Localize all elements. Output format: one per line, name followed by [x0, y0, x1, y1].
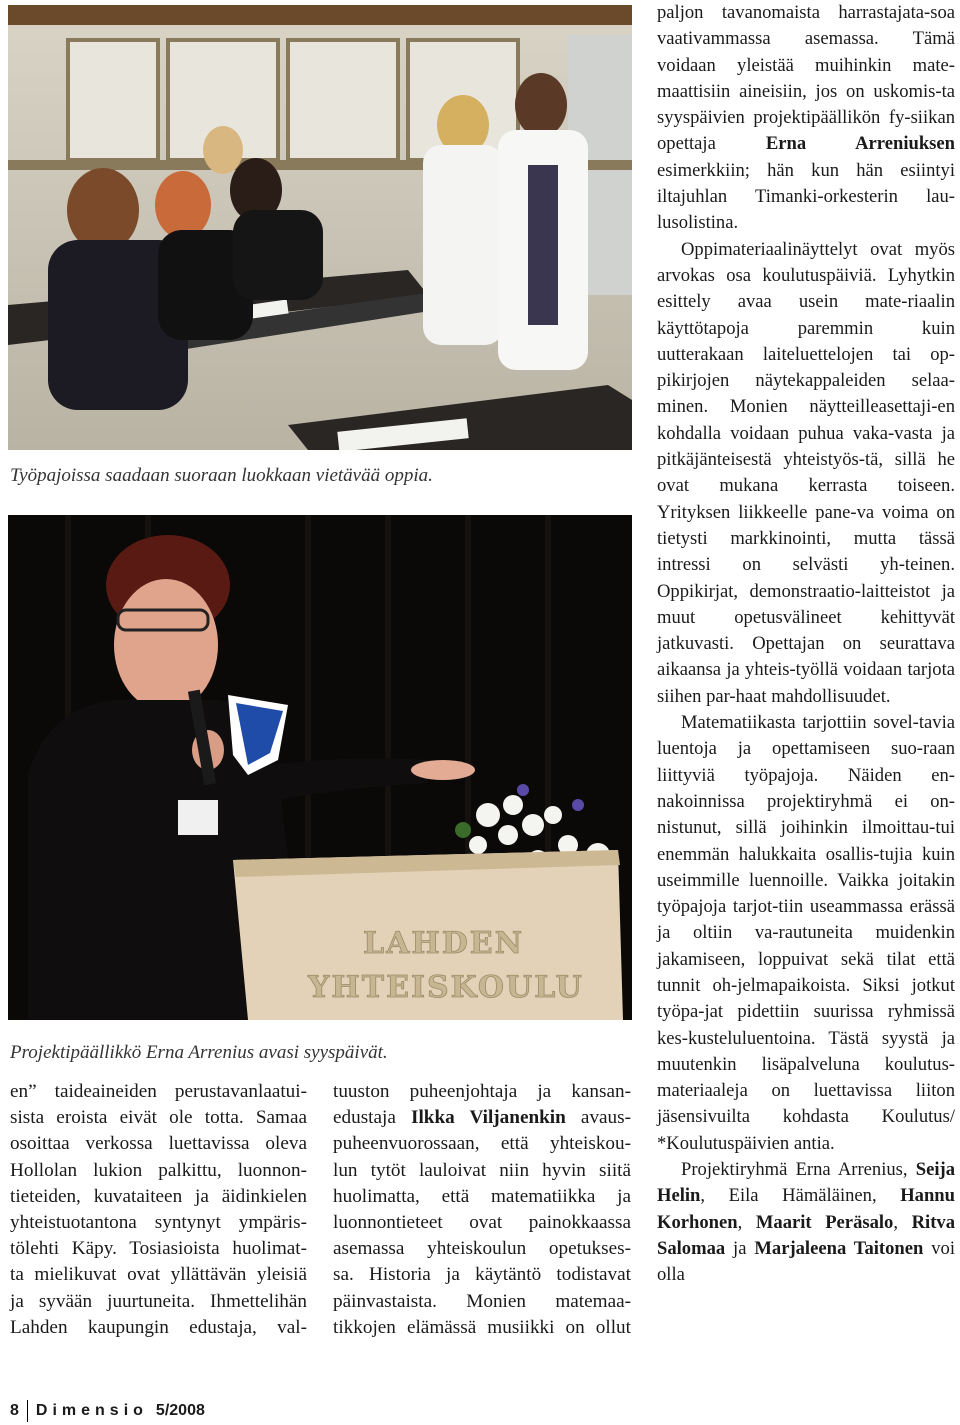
speaker-photo-image	[8, 515, 632, 1020]
text-run: paljon tavanomaista harrastajata-soa vaativammassa asemassa. Tämä voidaan yleistää muihinkin mate-maattisiin aineisiin, jos on uskomis-ta syyspäivien projektipäällikön fy-siikan opettaja	[657, 2, 955, 155]
paragraph: Matematiikasta tarjottiin sovel-tavia luentoja ja opettamiseen suo-raan liittyviä työpajoja. Näiden en-nakoinnissa projektiryhmä ei on-nistunut, sillä joihinkin ilmoittau-tui enemmän halukkaita osallis-tujia kuin useimmille luennoille. Vaikka joitakin työpajoja tarjot-tiin useammassa erässä ja oltiin va-rautuneita muidenkin jakamiseen, loppuivat sekä tilat että tunnit oh-jelmapaikoista. Siksi jotkut työpa-jat pidettiin suurissa ryhmissä kes-kusteluluentoina. Tästä syystä ja muutenkin lisäpalveluna koulutus-materiaaleja on luettavissa liiton jäsensivuilta kohdasta Koulutus/ *Koulutuspäivien antia.	[657, 712, 955, 1154]
person-name: Seija Helin	[657, 1159, 955, 1207]
text-line: en” taideaineiden perustavanlaatui-	[10, 1081, 307, 1102]
issue-number: 5/2008	[155, 1402, 205, 1419]
text-run: ja	[725, 1237, 755, 1259]
text-line	[333, 1105, 631, 1131]
text-run: voi olla	[657, 1237, 955, 1286]
person-name: Ritva Salomaa	[657, 1211, 955, 1259]
workshop-photo-caption: Työpajoissa saadaan suoraan luokkaan vietävää oppia.	[10, 465, 433, 486]
person-name: Marjaleena Taitonen	[754, 1237, 924, 1259]
text-line: yhteistuotantona syntynyt ympäris-	[10, 1212, 307, 1234]
text-line: luonnontieteet ovat painokkaassa	[333, 1212, 631, 1234]
speaker-photo	[8, 515, 632, 1020]
article-column-right	[657, 0, 955, 1289]
person-name: Hannu Korhonen	[657, 1185, 955, 1233]
text-line: Hollolan lukion palkittu, luonnon-	[10, 1159, 307, 1181]
article-column-middle	[333, 1079, 631, 1341]
workshop-photo	[8, 5, 632, 450]
text-line: puheenvuorossaan, että yhteiskou-	[333, 1133, 631, 1155]
text-line: ta mielikuvat ovat yllättävän yleisiä	[10, 1264, 307, 1286]
text-run: esimerkkiin; hän kun hän esiintyi iltajuhlan Timanki-orkesterin lau-lusolistina.	[657, 159, 955, 234]
text-line: asemassa yhteiskoulun opetukses-	[333, 1238, 631, 1260]
page-number: 8	[10, 1402, 19, 1419]
text-run: edustaja	[333, 1107, 411, 1129]
paragraph	[657, 0, 955, 237]
workshop-photo-image	[8, 5, 632, 450]
text-line: huolimatta, että matematiikka ja	[333, 1185, 631, 1207]
text-run: Projektiryhmä Erna Arrenius,	[681, 1159, 916, 1181]
text-line: tieteiden, kuvataiteen ja äidinkielen	[10, 1185, 307, 1207]
podium-text-line2: YHTEISKOULU	[308, 970, 584, 1005]
text-line: tuuston puheenjohtaja ja kansan-	[333, 1081, 631, 1102]
text-line: Lahden kaupungin edustaja, val-	[10, 1316, 307, 1338]
text-line: tikkojen elämässä musiikki on ollut	[333, 1316, 631, 1338]
text-line: lun tytöt lauloivat niin hyvin siitä	[333, 1159, 631, 1181]
text-line: sista eroista eivät ole totta. Samaa	[10, 1107, 307, 1129]
text-run: ,	[893, 1211, 912, 1233]
podium-text-line1: LAHDEN	[363, 926, 525, 961]
article-column-left	[10, 1079, 307, 1341]
speaker-photo-caption: Projektipäällikkö Erna Arrenius avasi syyspäivät.	[10, 1042, 388, 1063]
text-line: osoittaa verkossa luettavissa oleva	[10, 1133, 307, 1155]
person-name: Erna Arreniuksen	[765, 133, 955, 155]
text-line: tölehti Käpy. Tosiasioista huolimat-	[10, 1238, 307, 1260]
text-run: , Eila Hämäläinen,	[700, 1185, 901, 1207]
text-line: sa. Historia ja käytäntö todistavat	[333, 1264, 631, 1286]
magazine-name: Dimensio	[35, 1402, 148, 1419]
page-footer	[10, 1400, 205, 1422]
person-name: Ilkka Viljanenkin	[410, 1107, 566, 1129]
footer-divider	[27, 1400, 28, 1422]
text-run: ,	[737, 1211, 756, 1233]
paragraph: Oppimateriaalinäyttelyt ovat myös arvokas osa koulutuspäiviä. Lyhytkin esittely avaa usein mate-riaalin käyttötapoja paremmin kuin uutterakaan laiteluettelojen tai op-pikirjojen näytekappaleiden selaa-minen. Monien näytteilleasettaji-en kohdalla voidaan puhua vaka-vasta ja pitkäjänteisestä yhteistyös-tä, sillä he ovat mukana kerrasta toiseen. Yrityksen liikkeelle pane-va voima on tietysti markkinointi, mutta tässä intressi on selvästi yh-teinen. Oppikirjat, demonstraatio-laitteistot ja muut opetusvälineet kehittyvät jatkuvasti. Opettajan on seurattava aikaansa ja yhteis-työllä voidaan tarjota siihen par-haat mahdollisuudet.	[657, 238, 955, 707]
text-line: päinvastaista. Monien matemaa-	[333, 1290, 631, 1312]
text-line: ja syvään juurtuneita. Ihmettelihän	[10, 1290, 307, 1312]
paragraph	[657, 1157, 955, 1288]
text-run: avaus-	[565, 1107, 631, 1129]
person-name: Maarit Peräsalo	[755, 1211, 894, 1233]
